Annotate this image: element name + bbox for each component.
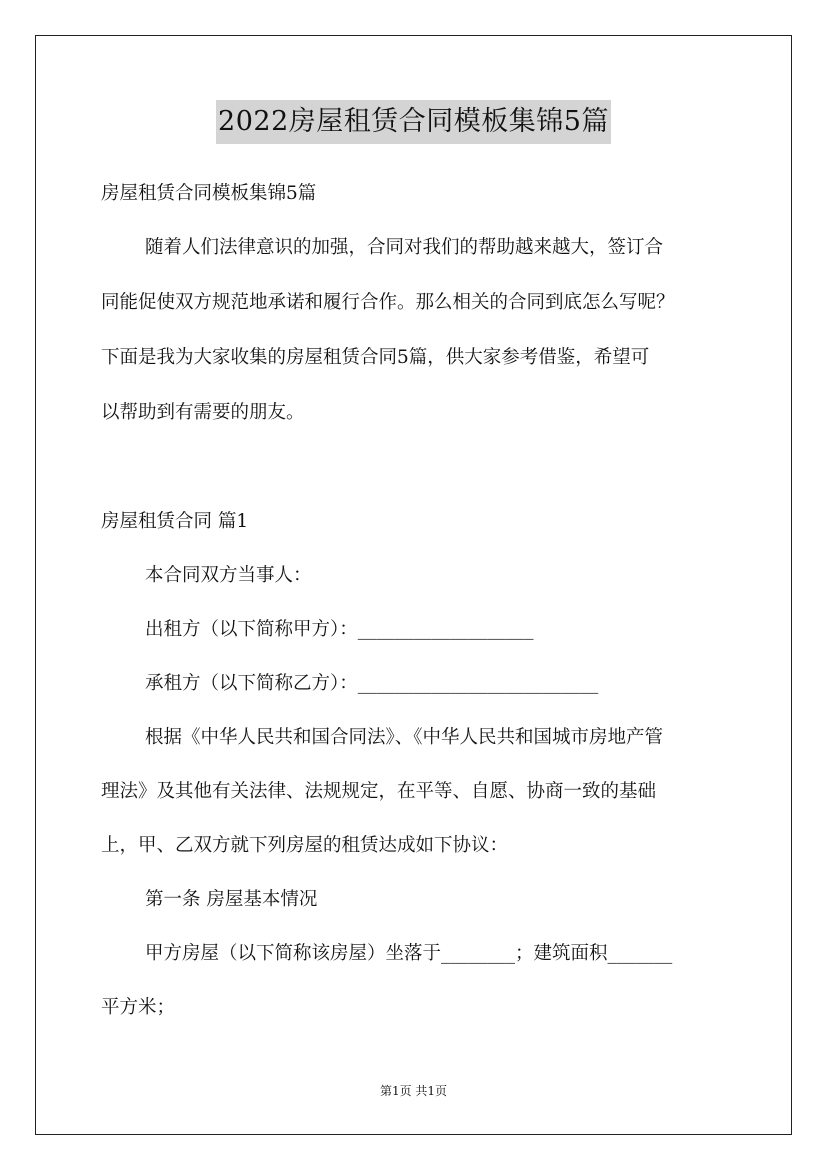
basis-line: 上，甲、乙双方就下列房屋的租赁达成如下协议： xyxy=(101,835,509,856)
parties-label: 本合同双方当事人： xyxy=(145,565,312,586)
article-heading: 第一条 房屋基本情况 xyxy=(145,889,318,910)
lessor-line: 出租方（以下简称甲方）：___________________ xyxy=(145,619,534,640)
intro-line: 同能促使双方规范地承诺和履行合作。那么相关的合同到底怎么写呢？ xyxy=(101,292,675,313)
article-line: 甲方房屋（以下简称该房屋）坐落于________；建筑面积_______ xyxy=(145,943,673,964)
document-subtitle: 房屋租赁合同模板集锦5篇 xyxy=(101,183,317,204)
article-line: 平方米； xyxy=(101,997,176,1018)
basis-line: 根据《中华人民共和国合同法》、《中华人民共和国城市房地产管 xyxy=(145,727,664,748)
document-title: 2022房屋租赁合同模板集锦5篇 xyxy=(216,100,611,144)
intro-line: 下面是我为大家收集的房屋租赁合同5篇，供大家参考借鉴，希望可 xyxy=(101,347,650,368)
title-container xyxy=(0,100,827,144)
intro-line: 随着人们法律意识的加强，合同对我们的帮助越来越大，签订合 xyxy=(145,237,664,258)
section-heading: 房屋租赁合同 篇1 xyxy=(101,511,249,532)
intro-line: 以帮助到有需要的朋友。 xyxy=(101,402,305,423)
basis-line: 理法》及其他有关法律、法规规定，在平等、自愿、协商一致的基础 xyxy=(101,781,657,802)
page-footer: 第1页 共1页 xyxy=(379,1084,448,1098)
lessee-line: 承租方（以下简称乙方）：__________________________ xyxy=(145,673,599,694)
